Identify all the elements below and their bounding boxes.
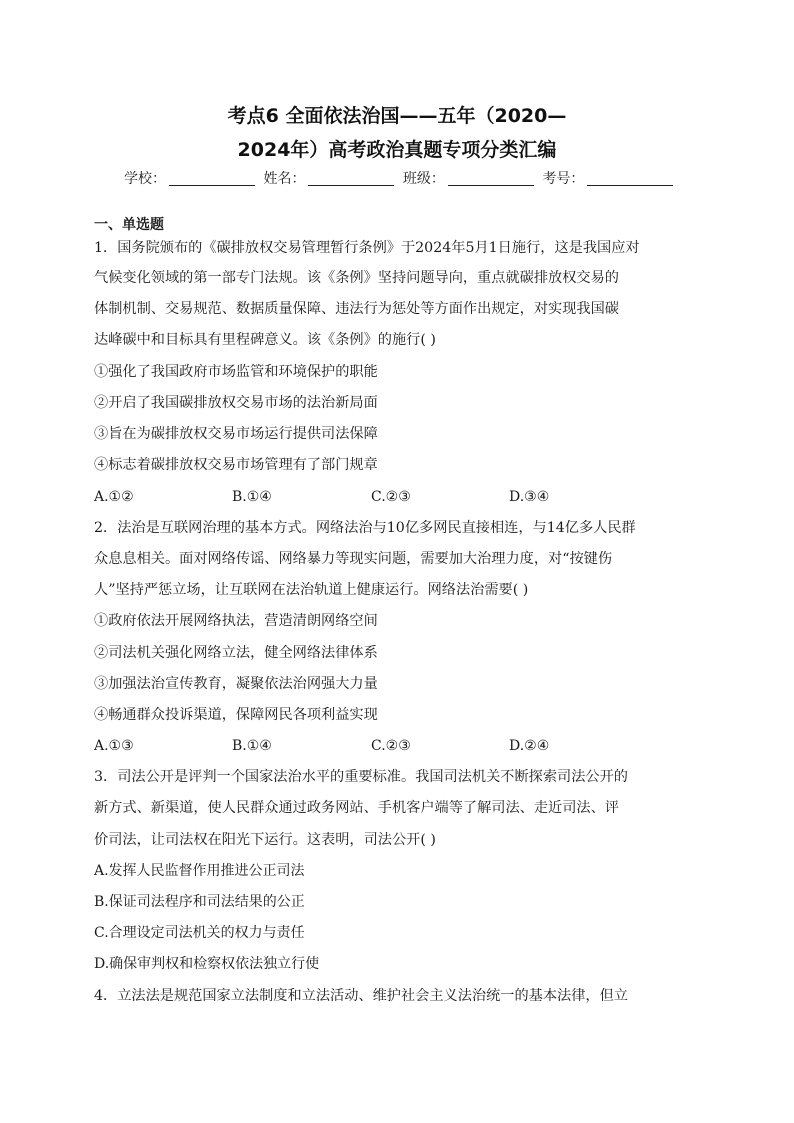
q2-statement: ③加强法治宣传教育，凝聚依法治网强大力量 [94,676,378,692]
q2-stem-line: 众息息相关。面对网络传谣、网络暴力等现实问题，需要加大治理力度，对“按键伤 [94,551,613,567]
document-title-line2: 2024年）高考政治真题专项分类汇编 [237,139,557,161]
q1-statement: ②开启了我国碳排放权交易市场的法治新局面 [94,395,378,411]
q2-option-c[interactable]: C.②③ [371,738,411,754]
document-title-line1: 考点6 全面依法治国——五年（2020— [227,105,567,127]
q2-stem-line: 人”坚持严惩立场，让互联网在法治轨道上健康运行。网络法治需要( ) [94,582,529,598]
q3-stem-line: 3．司法公开是评判一个国家法治水平的重要标准。我国司法机关不断探索司法公开的 [94,769,628,785]
section-heading: 一、单选题 [94,217,164,233]
q1-stem-line: 体制机制、交易规范、数据质量保障、违法行为惩处等方面作出规定，对实现我国碳 [94,301,619,317]
q1-stem-line: 达峰碳中和目标具有里程碑意义。该《条例》的施行( ) [94,332,436,348]
name-blank[interactable] [308,171,394,186]
q1-option-c[interactable]: C.②③ [371,489,411,505]
q1-stem-line: 气候变化领域的第一部专门法规。该《条例》坚持问题导向，重点就碳排放权交易的 [94,270,619,286]
school-label: 学校： [124,171,166,187]
student-info-row [124,169,684,189]
class-label: 班级： [402,171,445,187]
q1-statement: ①强化了我国政府市场监管和环境保护的职能 [94,364,378,380]
q1-statement: ③旨在为碳排放权交易市场运行提供司法保障 [94,426,378,442]
q2-statement: ②司法机关强化网络立法，健全网络法律体系 [94,645,378,661]
q3-option-b[interactable]: B.保证司法程序和司法结果的公正 [94,894,305,910]
q1-statement: ④标志着碳排放权交易市场管理有了部门规章 [94,457,378,473]
q1-option-d[interactable]: D.③④ [509,489,550,505]
q2-option-b[interactable]: B.①④ [232,738,272,754]
q3-option-d[interactable]: D.确保审判权和检察权依法独立行使 [94,956,320,972]
q2-statement: ①政府依法开展网络执法，营造清朗网络空间 [94,613,378,629]
q4-stem-line: 4．立法法是规范国家立法制度和立法活动、维护社会主义法治统一的基本法律，但立 [94,988,628,1004]
q1-option-b[interactable]: B.①④ [232,489,272,505]
q2-statement: ④畅通群众投诉渠道，保障网民各项利益实现 [94,707,378,723]
q2-stem-line: 2．法治是互联网治理的基本方式。网络法治与10亿多网民直接相连，与14亿多人民群 [94,520,636,536]
q3-stem-line: 价司法，让司法权在阳光下运行。这表明，司法公开( ) [94,832,436,848]
q2-option-d[interactable]: D.②④ [509,738,550,754]
q3-option-a[interactable]: A.发挥人民监督作用推进公正司法 [94,863,305,879]
q2-option-a[interactable]: A.①③ [94,738,134,754]
school-blank[interactable] [169,171,255,186]
q1-option-a[interactable]: A.①② [94,489,134,505]
number-label: 考号： [542,171,585,187]
q3-option-c[interactable]: C.合理设定司法机关的权力与责任 [94,925,305,941]
q1-stem-line: 1．国务院颁布的《碳排放权交易管理暂行条例》于2024年5月1日施行，这是我国应对 [94,240,640,256]
name-label: 姓名： [263,171,306,187]
q3-stem-line: 新方式、新渠道，使人民群众通过政务网站、手机客户端等了解司法、走近司法、评 [94,800,619,816]
number-blank[interactable] [587,171,673,186]
class-blank[interactable] [448,171,534,186]
